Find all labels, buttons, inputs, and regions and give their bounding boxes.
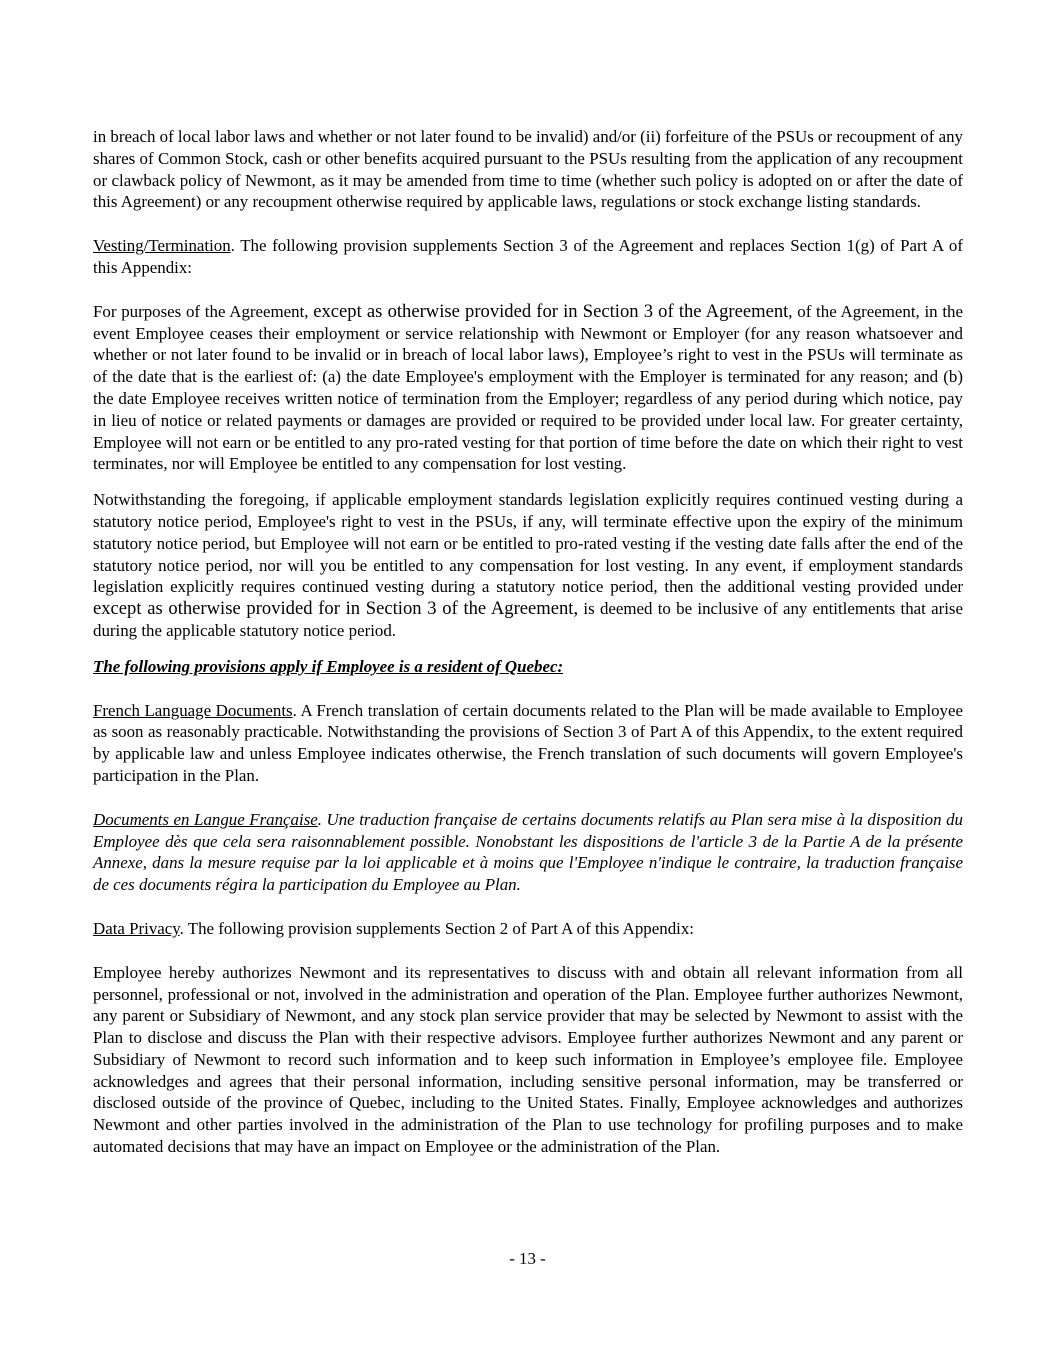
paragraph-documents-en-langue-francaise bbox=[93, 809, 963, 896]
notwithstanding-rest: is deemed to be inclusive of any entitlements that arise during the applicable statutory notice period. bbox=[93, 599, 963, 640]
paragraph-clawback: in breach of local labor laws and whether or not later found to be invalid) and/or (ii) forfeiture of the PSUs or recoupment of any shares of Common Stock, cash or other benefits acquired pursuant to the PSUs resulting from the application of any recoupment or clawback policy of Newmont, as it may be amended from time to time (whether such policy is adopted on or after the date of this Agreement) or any recoupment otherwise required by applicable laws, regulations or stock exchange listing standards. bbox=[93, 127, 963, 212]
notwithstanding-large-text: except as otherwise provided for in Section 3 of the Agreement, bbox=[93, 598, 579, 620]
paragraph-authorization: Employee hereby authorizes Newmont and its representatives to discuss with and obtain all relevant information from all personnel, professional or not, involved in the administration and operation of the Plan. Employee further authorizes Newmont, any parent or Subsidiary of Newmont, and any stock plan service provider that may be selected by Newmont to assist with the Plan to disclose and discuss the Plan with their respective advisors. Employee further authorizes Newmont and any parent or Subsidiary of Newmont to record such information and to keep such information in Employee’s employee file. Employee acknowledges and agrees that their personal information, including sensitive personal information, may be transferred or disclosed outside of the province of Quebec, including to the United States. Finally, Employee acknowledges and authorizes Newmont and other parties involved in the administration of the Plan to use technology for profiling purposes and to make automated decisions that may have an impact on Employee or the administration of the Plan. bbox=[93, 962, 963, 1157]
paragraph-notwithstanding bbox=[93, 489, 963, 642]
page-number: - 13 - bbox=[509, 1249, 546, 1268]
french-documents-heading: French Language Documents bbox=[93, 700, 293, 720]
paragraph-french-documents bbox=[93, 700, 963, 787]
documents-francaise-heading: Documents en Langue Française bbox=[93, 809, 318, 829]
quebec-heading bbox=[93, 656, 963, 678]
data-privacy-text: . The following provision supplements Section 2 of Part A of this Appendix: bbox=[179, 918, 694, 938]
paragraph-vesting-termination bbox=[93, 235, 963, 279]
french-documents-text: . A French translation of certain documents related to the Plan will be made available to Employee as soon as reasonably practicable. Notwithstanding the provisions of Section 3 of Part A of this Appendix, to the extent required by applicable law and unless Employee indicates otherwise, the French translation of such documents will govern Employee's participation in the Plan. bbox=[93, 700, 963, 785]
paragraph-purposes bbox=[93, 301, 963, 475]
vesting-termination-heading: Vesting/Termination bbox=[93, 236, 231, 256]
purposes-rest: , of the Agreement, in the event Employee ceases their employment or service relationship with Newmont or Employer (for any reason whatsoever and whether or not later found to be invalid or in breach of local labor laws), Employee’s right to vest in the PSUs will terminate as of the date that is the earliest of: (a) the date Employee's employment with the Employer is terminated for any reason; and (b) the date Employee receives written notice of termination from the Employer; regardless of any period during which notice, pay in lieu of notice or related payments or damages are provided or required to be provided under local law. For greater certainty, Employee will not earn or be entitled to any pro-rated vesting for that portion of time before the date on which their right to vest terminates, nor will Employee be entitled to any compensation for lost vesting. bbox=[93, 301, 964, 474]
quebec-heading-text: The following provisions apply if Employee is a resident of Quebec: bbox=[93, 656, 564, 676]
data-privacy-heading: Data Privacy bbox=[93, 918, 180, 938]
purposes-large-text: except as otherwise provided for in Section 3 of the Agreement bbox=[313, 300, 789, 322]
vesting-termination-text: . The following provision supplements Section 3 of the Agreement and replaces Section 1(g) of Part A of this Appendix: bbox=[93, 236, 963, 277]
document-page bbox=[93, 126, 963, 1158]
notwithstanding-start: Notwithstanding the foregoing, if applicable employment standards legislation explicitly requires continued vesting during a statutory notice period, Employee's right to vest in the PSUs, if any, will terminate effective upon the expiry of the minimum statutory notice period, but Employee will not earn or be entitled to pro-rated vesting if the vesting date falls after the end of the statutory notice period, nor will you be entitled to any compensation for lost vesting. In any event, if employment standards legislation explicitly requires continued vesting during a statutory notice period, then the additional vesting provided under bbox=[93, 490, 963, 597]
paragraph-data-privacy bbox=[93, 918, 963, 940]
purposes-start: For purposes of the Agreement, bbox=[93, 301, 314, 321]
documents-francaise-text: . Une traduction française de certains documents relatifs au Plan sera mise à la disposition du Employee dès que cela sera raisonnablement possible. Nonobstant les dispositions de l'article 3 de la Partie A de la présente Annexe, dans la mesure requise par la loi applicable et à moins que l'Employee n'indique le contraire, la traduction française de ces documents régira la participation du Employee au Plan. bbox=[93, 809, 963, 895]
